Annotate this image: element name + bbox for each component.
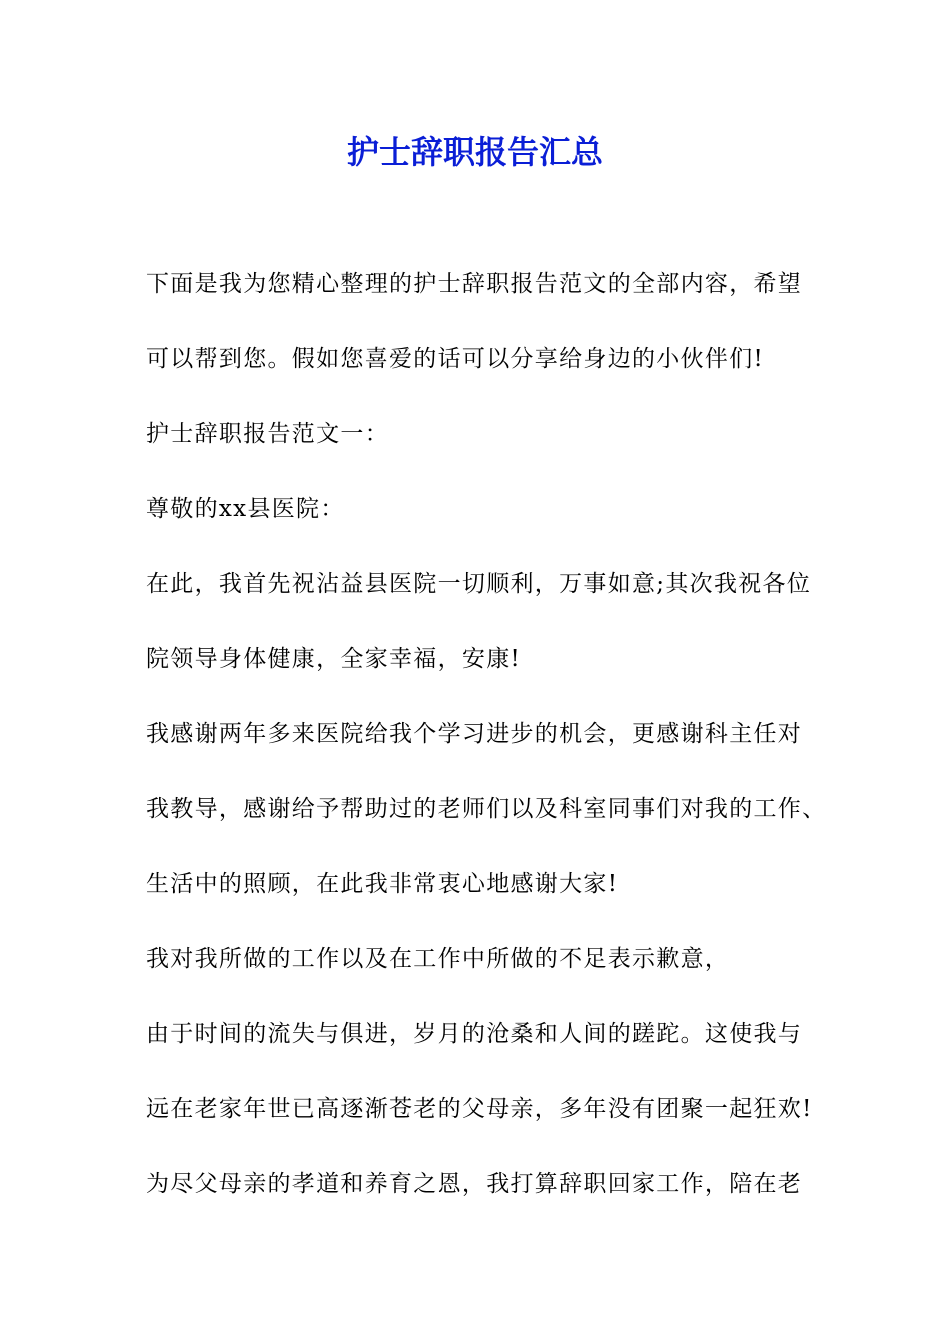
paragraph-line: 下面是我为您精心整理的护士辞职报告范文的全部内容，希望 [146, 271, 803, 297]
paragraph-line: 护士辞职报告范文一： [146, 421, 389, 447]
paragraph-line: 为尽父母亲的孝道和养育之恩，我打算辞职回家工作，陪在老 [146, 1171, 803, 1197]
paragraph-line: 在此，我首先祝沾益县医院一切顺利，万事如意;其次我祝各位 [146, 571, 812, 597]
paragraph-line: 尊敬的xx县医院： [146, 496, 345, 522]
paragraph-line: 由于时间的流失与俱进，岁月的沧桑和人间的蹉跎。这使我与 [146, 1021, 803, 1047]
paragraph-line: 院领导身体健康，全家幸福，安康! [146, 646, 522, 672]
paragraph-line: 我对我所做的工作以及在工作中所做的不足表示歉意， [146, 946, 730, 972]
paragraph-line: 生活中的照顾，在此我非常衷心地感谢大家! [146, 871, 619, 897]
paragraph-line: 我感谢两年多来医院给我个学习进步的机会，更感谢科主任对 [146, 721, 803, 747]
paragraph-line: 远在老家年世已高逐渐苍老的父母亲，多年没有团聚一起狂欢! [146, 1096, 813, 1122]
paragraph-line: 可以帮到您。假如您喜爱的话可以分享给身边的小伙伴们! [146, 346, 765, 372]
paragraph-line: 我教导，感谢给予帮助过的老师们以及科室同事们对我的工作、 [146, 796, 827, 822]
document-title: 护士辞职报告汇总 [346, 133, 603, 171]
